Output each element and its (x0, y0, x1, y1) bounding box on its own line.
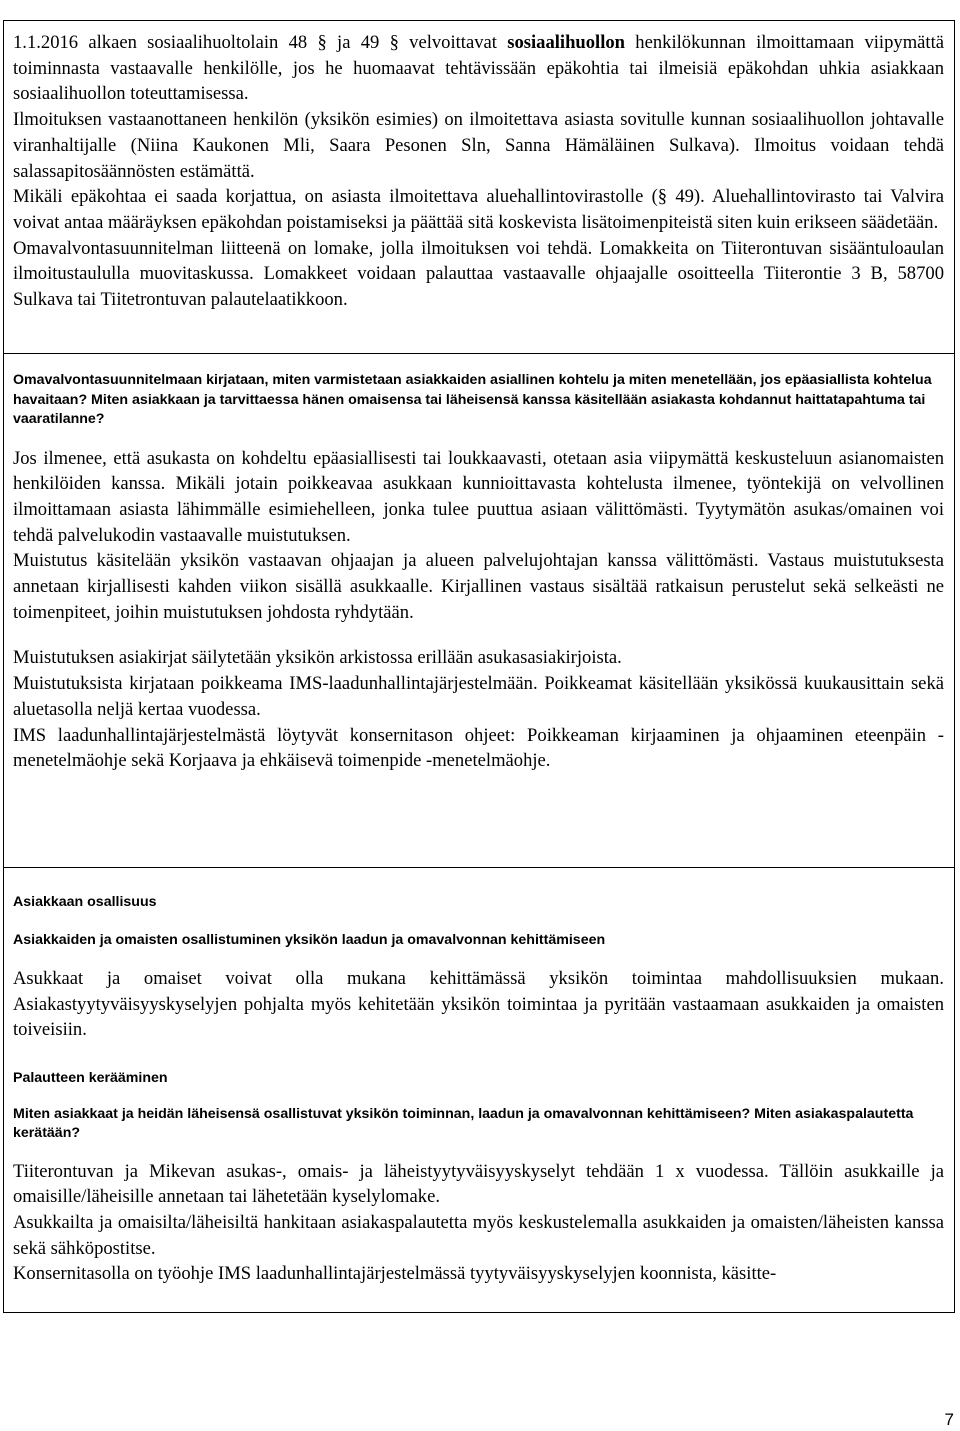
paragraph: Muistutus käsitelään yksikön vastaavan ohjaajan ja alueen palvelujohtajan kanssa välittömästi. Vastaus muistutuksesta annetaan kirjallisesti kahden viikon sisällä asukkaalle. Kirjallinen vastaus sisältää ratkaisun perustelut sekä selkeästi ne toimenpiteet, joihin muistutuksen johdosta ryhdytään. (13, 550, 944, 623)
paragraph: Mikäli epäkohtaa ei saada korjattua, on asiasta ilmoitettava aluehallintovirastolle (§ 49). Aluehallintovirasto tai Valvira voivat antaa määräyksen epäkohdan poistamiseksi ja päättää sitä koskevista lisätoimenpiteistä siten kuin erikseen säädetään. (13, 186, 944, 233)
paragraph: Asukkaat ja omaiset voivat olla mukana kehittämässä yksikön toimintaa mahdollisuuksien mukaan. Asiakastyytyväisyyskyselyjen pohjalta myös kehitetään yksikön toimintaa ja pyritään vastaamaan asukkaiden ja omaisten toiveisiin. (13, 968, 944, 1041)
paragraph: Konsernitasolla on työohje IMS laadunhallintajärjestelmässä tyytyväisyyskyselyjen koonnista, käsitte- (13, 1263, 777, 1285)
paragraph: Tiiterontuvan ja Mikevan asukas-, omais- ja läheistyytyväisyyskyselyt tehdään 1 x vuodessa. Tällöin asukkaille ja omaisille/läheisille annetaan tai lähetetään kyselylomake. (13, 1160, 944, 1208)
paragraph-text: 1.1.2016 alkaen sosiaalihuoltolain 48 § ja 49 § velvoittavat (13, 32, 508, 53)
section-heading: Palautteen kerääminen (13, 1070, 168, 1087)
section-question: Omavalvontasuunnitelmaan kirjataan, miten varmistetaan asiakkaiden asiallinen kohtelu ja miten menetellään, jos epäasiallista kohtelua havaitaan? Miten asiakkaan ja tarvittaessa hänen omaisensa tai läheisensä kanssa käsitellään asiakasta kohdannut haittatapahtuma tai vaaratilanne? (13, 372, 932, 427)
paragraph: Muistutuksen asiakirjat säilytetään yksikön arkistossa erillään asukasasiakirjoista. (13, 647, 622, 669)
paragraph (4, 30, 954, 107)
section-subheading: Miten asiakkaat ja heidän läheisensä osallistuvat yksikön toiminnan, laadun ja omavalvonnan kehittämiseen? Miten asiakaspalautetta kerätään? (13, 1105, 914, 1142)
customer-participation-box (3, 868, 955, 1313)
paragraph-text: henkilökunnan ilmoittamaan viipymättä toiminnasta vastaavalle henkilölle, jos he huomaavat tehtävissään epäkohtia tai ilmeisiä epäkohdan uhkia asiakkaan sosiaalihuollon toteuttamisessa. (13, 32, 944, 105)
page-number: 7 (944, 1410, 954, 1429)
paragraph: Muistutuksista kirjataan poikkeama IMS-laadunhallintajärjestelmään. Poikkeamat käsitellään yksikössä kuukausittain sekä aluetasolla neljä kertaa vuodessa. (13, 673, 944, 720)
mistreatment-handling-box (3, 354, 955, 868)
paragraph: IMS laadunhallintajärjestelmästä löytyvät konsernitason ohjeet: Poikkeaman kirjaaminen ja ohjaaminen eteenpäin -menetelmäohje sekä Korjaava ja ehkäisevä toimenpide -menetelmäohje. (13, 724, 944, 772)
section-heading: Asiakkaan osallisuus (13, 894, 157, 910)
notification-duty-box (3, 20, 955, 354)
paragraph: Asukkailta ja omaisilta/läheisiltä hankitaan asiakaspalautetta myös keskustelemalla asukkaiden ja omaisten/läheisten kanssa sekä sähköpostitse. (13, 1212, 944, 1259)
paragraph: Omavalvontasuunnitelman liitteenä on lomake, jolla ilmoituksen voi tehdä. Lomakkeita on Tiiterontuvan sisääntuloaulan ilmoitustaululla muovitaskussa. Lomakkeet voidaan palauttaa vastaavalle ohjaajalle osoitteella Tiiterontie 3 B, 58700 Sulkava tai Tiitetrontuvan palautelaatikkoon. (13, 237, 944, 311)
section-subheading: Asiakkaiden ja omaisten osallistuminen yksikön laadun ja omavalvonnan kehittämiseen (13, 931, 606, 948)
bold-term: sosiaalihuollon (507, 32, 626, 53)
paragraph: Ilmoituksen vastaanottaneen henkilön (yksikön esimies) on ilmoitettava asiasta sovitulle kunnan sosiaalihuollon johtavalle viranhaltijalle (Niina Kaukonen Mli, Saara Pesonen Sln, Sanna Hämäläinen Sulkava). Ilmoitus voidaan tehdä salassapitosäännösten estämättä. (13, 109, 944, 182)
paragraph: Jos ilmenee, että asukasta on kohdeltu epäasiallisesti tai loukkaavasti, otetaan asia viipymättä keskusteluun asianomaisten henkilöiden kanssa. Mikäli jotain poikkeavaa asukkaan kunnioittavasta kohtelusta ilmenee, työntekijä on velvollinen ilmoittamaan asiasta lähimmälle esimiehelleen, jonka tulee puuttua asiaan välittömästi. Tyytymätön asukas/omainen voi tehdä palvelukodin vastaavalle muistutuksen. (13, 447, 944, 546)
